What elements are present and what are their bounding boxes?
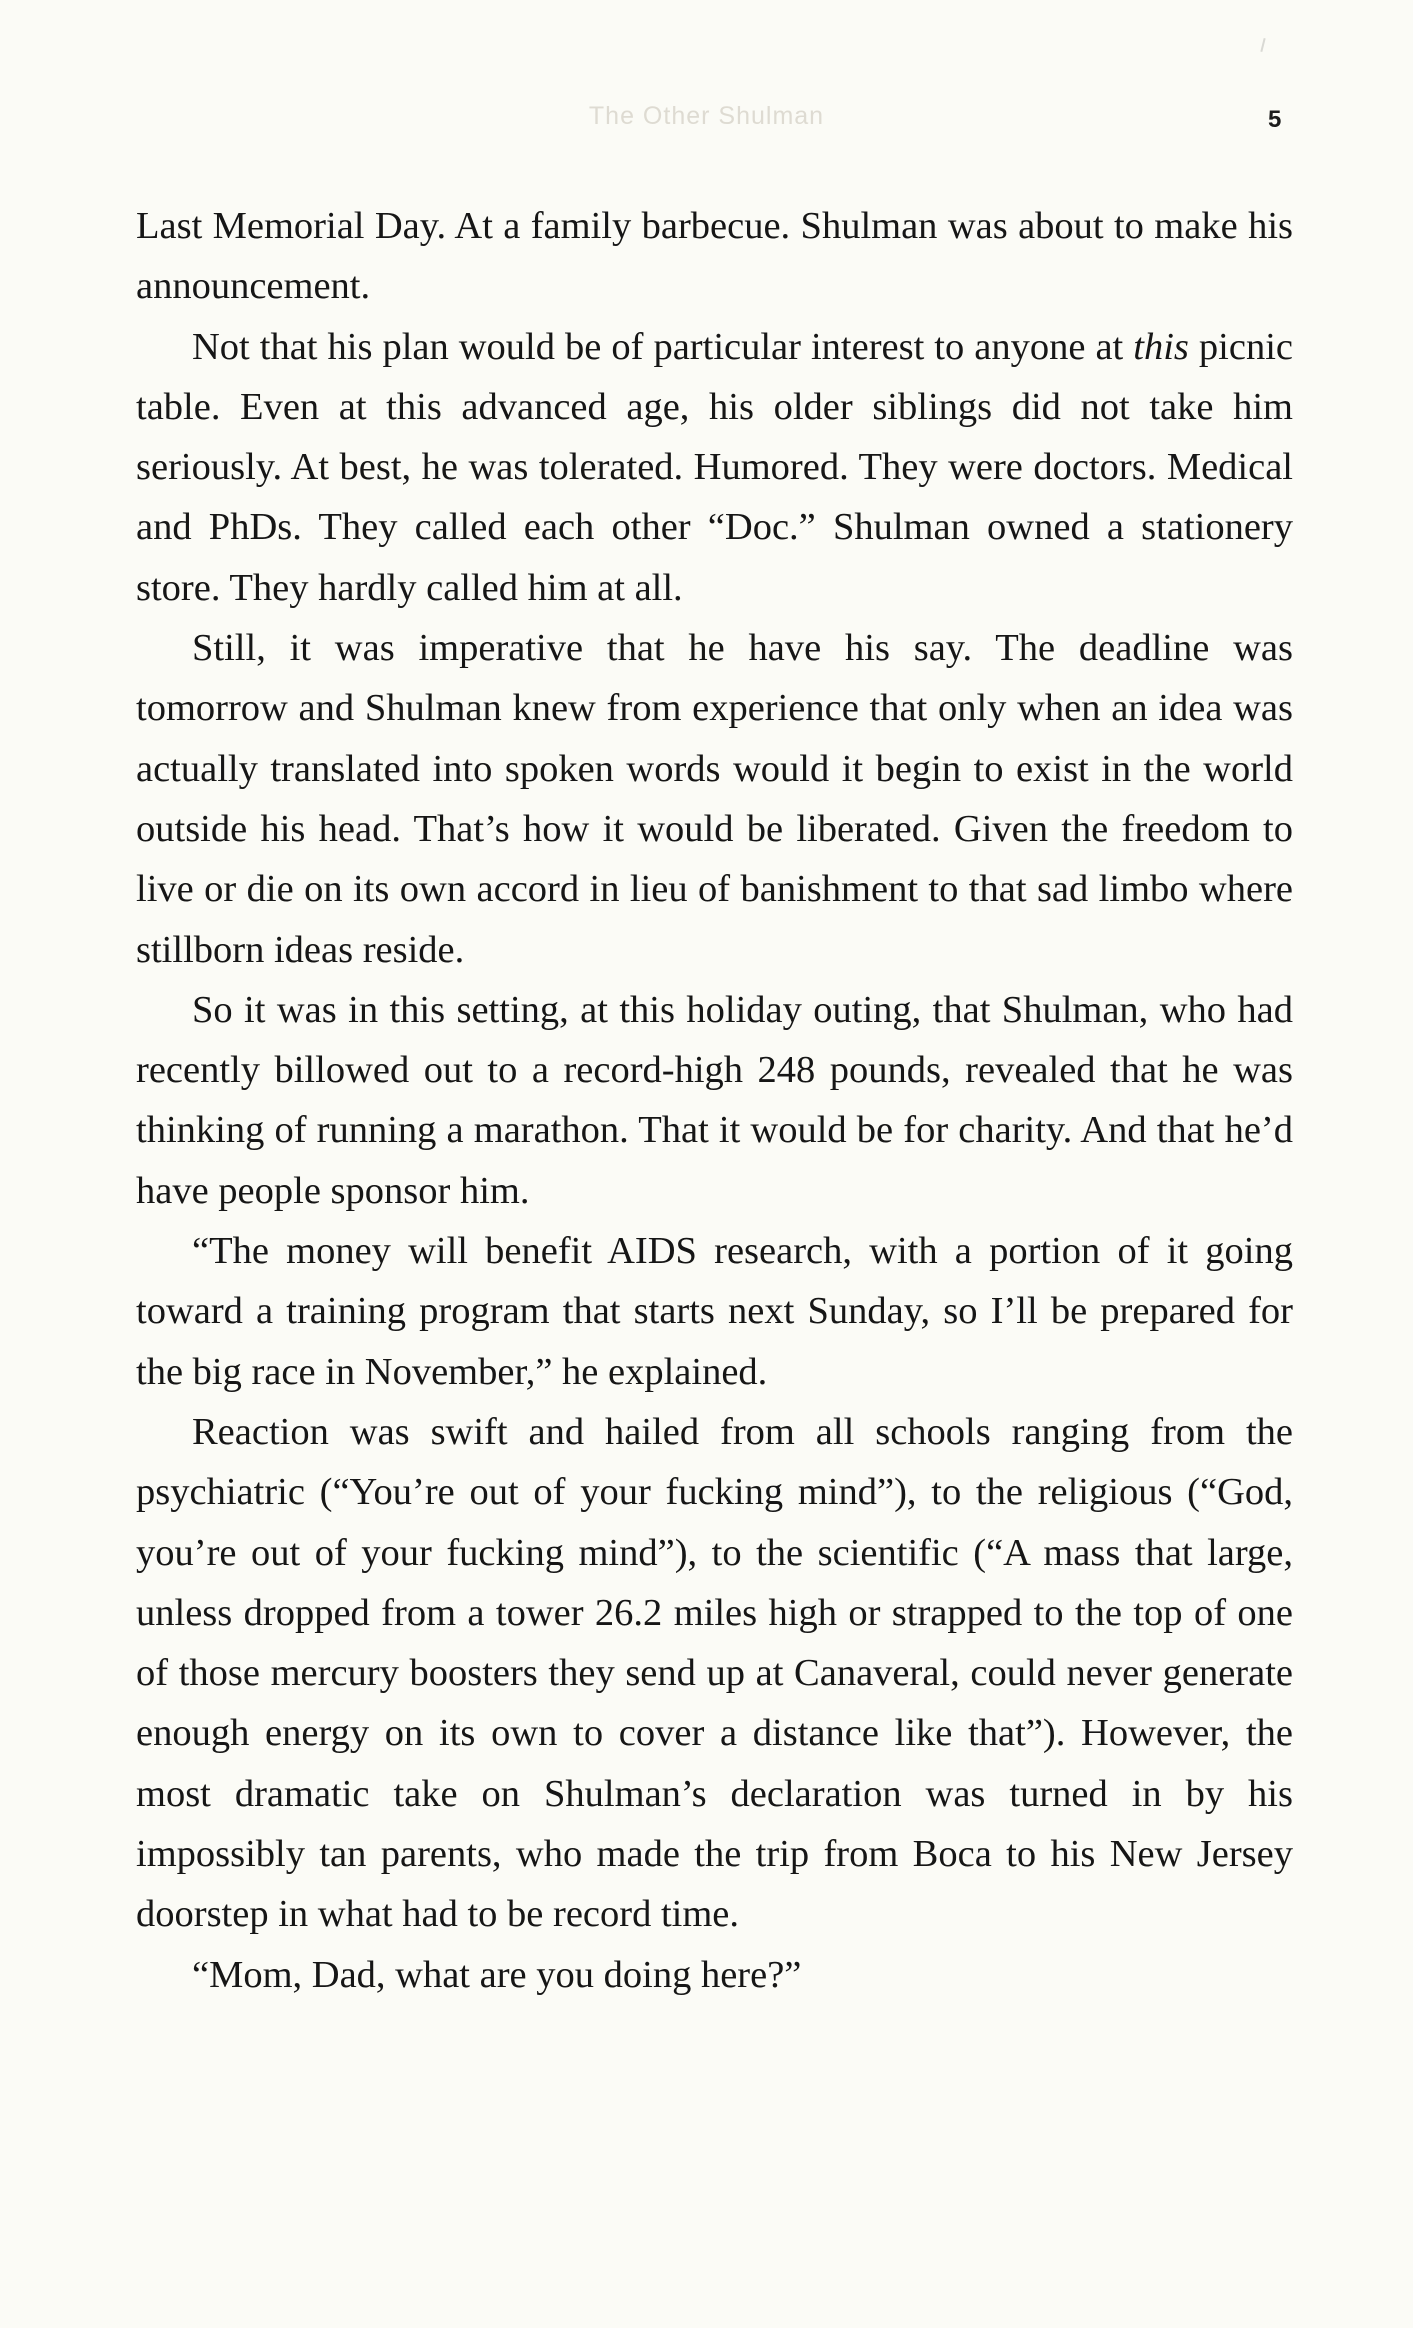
page-number: 5 <box>1268 106 1282 133</box>
paragraph-4: So it was in this setting, at this holiday outing, that Shulman, who had recently billowed out to a record-high 248 pounds, revealed that he was thinking of running a marathon. That it would be for charity. And that he’d have people sponsor him. <box>136 988 1293 1212</box>
paragraph-6: Reaction was swift and hailed from all schools ranging from the psychiatric (“You’re out of your fucking mind”), to the religious (“God, you’re out of your fucking mind”), to the scientific (“A mass that large, unless dropped from a tower 26.2 miles high or strapped to the top of one of those mercury boosters they send up at Canaveral, could never generate enough energy on its own to cover a distance like that”). However, the most dramatic take on Shulman’s declaration was turned in by his impossibly tan parents, who made the trip from Boca to his New Jersey doorstep in what had to be record time. <box>136 1410 1293 1936</box>
emphasis-this: this <box>1133 325 1189 368</box>
paragraph-2 <box>136 317 1293 618</box>
paragraph-7: “Mom, Dad, what are you doing here?” <box>192 1953 802 1996</box>
body-text <box>136 196 1293 2005</box>
page-corner-mark <box>1260 38 1265 52</box>
paragraph-2-before: Not that his plan would be of particular interest to anyone at <box>192 325 1134 368</box>
paragraph-1: Last Memorial Day. At a family barbecue. Shulman was about to make his announcement. <box>136 205 1293 308</box>
running-head: The Other Shulman <box>588 102 825 130</box>
paragraph-2-after: picnic table. Even at this advanced age, his older siblings did not take him seriously. At best, he was tolerated. Humored. They were doctors. Medical and PhDs. They called each other “Doc.” Shulman owned a stationery store. They hardly called him at all. <box>136 325 1293 609</box>
paragraph-3: Still, it was imperative that he have his say. The deadline was tomorrow and Shulman knew from experience that only when an idea was actually translated into spoken words would it begin to exist in the world outside his head. That’s how it would be liberated. Given the freedom to live or die on its own accord in lieu of banishment to that sad limbo where stillborn ideas reside. <box>136 627 1293 971</box>
paragraph-5: “The money will benefit AIDS research, with a portion of it going toward a training program that starts next Sunday, so I’ll be prepared for the big race in November,” he explained. <box>136 1230 1293 1393</box>
